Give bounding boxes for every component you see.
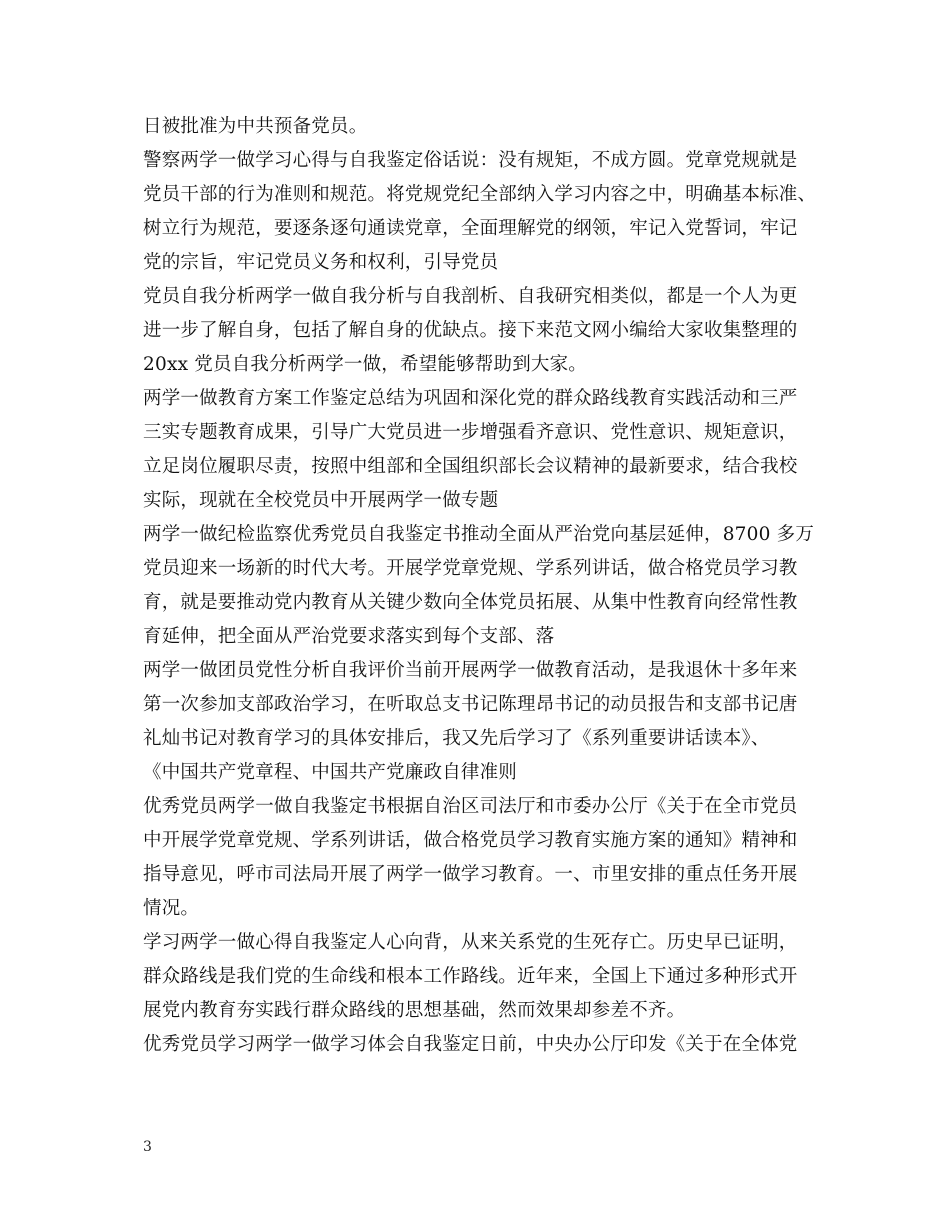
text-line: 情况。	[143, 898, 200, 919]
text-line: 党的宗旨，牢记党员义务和权利，引导党员	[143, 252, 499, 273]
paragraph	[143, 280, 833, 382]
text-line: 党员自我分析两学一做自我分析与自我剖析、自我研究相类似，都是一个人为更	[143, 286, 798, 307]
paragraph	[143, 790, 833, 926]
document-body	[143, 110, 833, 1062]
paragraph	[143, 654, 833, 790]
paragraph	[143, 926, 833, 1028]
paragraph	[143, 110, 833, 144]
text-line: 两学一做教育方案工作鉴定总结为巩固和深化党的群众路线教育实践活动和三严	[143, 388, 798, 409]
text-line: 优秀党员两学一做自我鉴定书根据自治区司法厅和市委办公厅《关于在全市党员	[143, 796, 798, 817]
text-line: 两学一做纪检监察优秀党员自我鉴定书推动全面从严治党向基层延伸，8700 多万	[143, 524, 815, 545]
text-line: 三实专题教育成果，引导广大党员进一步增强看齐意识、党性意识、规矩意识，	[143, 422, 798, 443]
paragraph	[143, 1028, 833, 1062]
text-line: 指导意见，呼市司法局开展了两学一做学习教育。一、市里安排的重点任务开展	[143, 864, 798, 885]
text-line: 警察两学一做学习心得与自我鉴定俗话说：没有规矩，不成方圆。党章党规就是	[143, 150, 798, 171]
text-line: 进一步了解自身，包括了解自身的优缺点。接下来范文网小编给大家收集整理的	[143, 320, 798, 341]
text-line: 立足岗位履职尽责，按照中组部和全国组织部长会议精神的最新要求，结合我校	[143, 456, 798, 477]
text-line: 第一次参加支部政治学习，在听取总支书记陈理昂书记的动员报告和支部书记唐	[143, 694, 798, 715]
text-line: 日被批准为中共预备党员。	[143, 116, 368, 137]
paragraph	[143, 518, 833, 654]
text-line: 实际，现就在全校党员中开展两学一做专题	[143, 490, 499, 511]
text-line: 展党内教育夯实践行群众路线的思想基础，然而效果却参差不齐。	[143, 1000, 686, 1021]
text-line: 20xx 党员自我分析两学一做，希望能够帮助到大家。	[143, 354, 587, 375]
paragraph	[143, 144, 833, 280]
text-line: 优秀党员学习两学一做学习体会自我鉴定日前，中央办公厅印发《关于在全体党	[143, 1034, 798, 1055]
text-line: 育，就是要推动党内教育从关键少数向全体党员拓展、从集中性教育向经常性教	[143, 592, 798, 613]
text-line: 学习两学一做心得自我鉴定人心向背，从来关系党的生死存亡。历史早已证明，	[143, 932, 798, 953]
text-line: 党员迎来一场新的时代大考。开展学党章党规、学系列讲话，做合格党员学习教	[143, 558, 798, 579]
text-line: 群众路线是我们党的生命线和根本工作路线。近年来，全国上下通过多种形式开	[143, 966, 798, 987]
text-line: 育延伸，把全面从严治党要求落实到每个支部、落	[143, 626, 555, 647]
text-line: 两学一做团员党性分析自我评价当前开展两学一做教育活动，是我退休十多年来	[143, 660, 798, 681]
text-line: 党员干部的行为准则和规范。将党规党纪全部纳入学习内容之中，明确基本标准、	[143, 184, 817, 205]
text-line: 树立行为规范，要逐条逐句通读党章，全面理解党的纲领，牢记入党誓词，牢记	[143, 218, 798, 239]
paragraph	[143, 382, 833, 518]
text-line: 《中国共产党章程、中国共产党廉政自律准则	[143, 762, 518, 783]
text-line: 礼灿书记对教育学习的具体安排后，我又先后学习了《系列重要讲话读本》、	[143, 728, 770, 749]
text-line: 中开展学党章党规、学系列讲话，做合格党员学习教育实施方案的通知》精神和	[143, 830, 798, 851]
page-number: 3	[143, 1139, 152, 1155]
